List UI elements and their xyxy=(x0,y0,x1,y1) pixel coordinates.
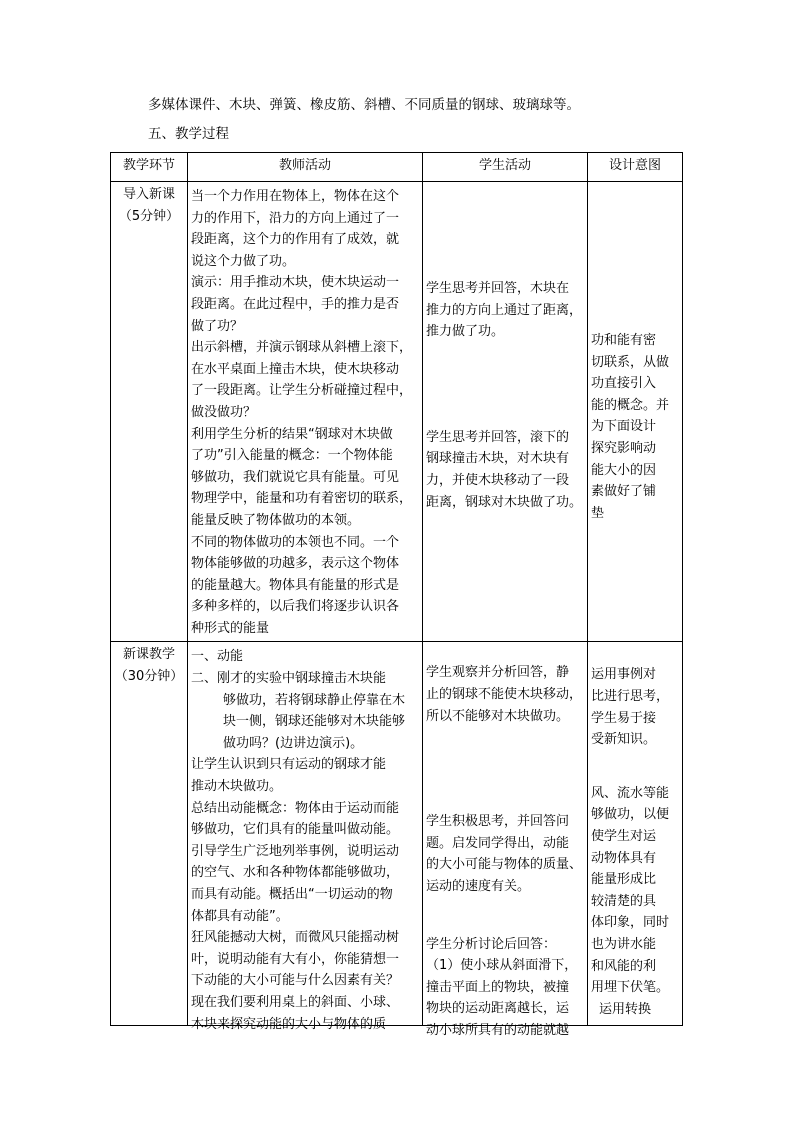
text-line: 做没做功？ xyxy=(191,404,257,420)
teaching-process-table xyxy=(110,152,683,1038)
text-line: 为下面设计 xyxy=(591,419,657,435)
text-line: 的大小可能与物体的质量、 xyxy=(426,857,583,873)
text-line: 距离，钢球对木块做了功。 xyxy=(426,494,583,510)
design-intent-cell xyxy=(588,642,683,1026)
text-line: 够做功，它们具有的能量叫做动能。 xyxy=(191,822,400,838)
text-line: 钢球撞击木块，对木块有 xyxy=(426,451,570,467)
list-item: 一、动能 xyxy=(191,649,244,665)
text-line: 止的钢球不能使木块移动， xyxy=(426,687,583,703)
text-line: 受新知识。 xyxy=(591,732,657,748)
text-line: 推力做了功。 xyxy=(426,324,505,340)
text-line: 物理学中，能量和功有着密切的联系， xyxy=(191,491,413,507)
section-heading: 五、教学过程 xyxy=(148,126,229,142)
text-line: 做了功？ xyxy=(191,318,244,334)
stage-name: 导入新课 xyxy=(122,187,175,202)
design-intent-cell xyxy=(588,182,683,642)
text-line: 力，并使木块移动了一段 xyxy=(426,472,570,488)
text-line: 了一段距离。让学生分析碰撞过程中， xyxy=(191,383,413,399)
header-student-activity: 学生活动 xyxy=(423,153,588,182)
text-line: 功直接引入 xyxy=(591,376,657,392)
text-line: 物块的运动距离越长，运 xyxy=(426,1001,570,1017)
stage-duration: （30分钟） xyxy=(114,669,184,685)
text-line: 够做功，以便 xyxy=(591,807,670,823)
text-line: 切联系，从做 xyxy=(591,354,670,370)
text-line: 体都具有动能”。 xyxy=(191,908,289,924)
text-line: 说这个力做了功。 xyxy=(191,253,296,269)
student-activity-cell xyxy=(423,642,588,1038)
text-line: 素做好了铺 xyxy=(591,484,657,500)
text-line: 当一个力作用在物体上，物体在这个 xyxy=(191,189,400,204)
text-line: 和风能的利 xyxy=(591,958,657,974)
text-line: 能量形成比 xyxy=(591,872,657,888)
text-line: 撞击平面上的物块，被撞 xyxy=(426,979,570,995)
text-line: 段距离。在此过程中，手的推力是否 xyxy=(191,296,400,312)
teacher-activity-cell xyxy=(188,182,423,642)
text-line: 段距离，这个力的作用有了成效，就 xyxy=(191,232,400,248)
stage-cell xyxy=(111,642,188,1026)
materials-line: 多媒体课件、木块、弹簧、橡皮筋、斜槽、不同质量的钢球、玻璃球等。 xyxy=(148,97,580,113)
text-line: 也为讲水能 xyxy=(591,937,657,952)
text-line: 演示：用手推动木块，使木块运动一 xyxy=(191,275,400,291)
text-line: 块一侧，钢球还能够对木块能够 xyxy=(223,714,406,730)
text-line: 下动能的大小可能与什么因素有关？ xyxy=(191,973,400,989)
text-line: 狂风能撼动大树，而微风只能摇动树 xyxy=(191,930,400,946)
table-row xyxy=(111,182,683,642)
text-line: 的空气、水和各种物体都能够做功， xyxy=(191,865,400,881)
text-line: 叶，说明动能有大有小，你能猜想一 xyxy=(191,951,400,967)
table-header-row xyxy=(111,153,683,182)
text-line: （1）使小球从斜面滑下， xyxy=(426,958,578,974)
text-line: 功和能有密 xyxy=(591,333,657,348)
text-line: 做功吗？(边讲边演示)。 xyxy=(223,735,364,751)
text-line: 引导学生广泛地列举事例，说明运动 xyxy=(191,843,400,859)
text-line: 动物体具有 xyxy=(591,850,657,866)
text-line: 使学生对运 xyxy=(591,829,657,845)
text-line: 推动木块做功。 xyxy=(191,779,283,795)
text-line: 力的作用下，沿力的方向上通过了一 xyxy=(191,210,400,226)
text-line: 运动的速度有关。 xyxy=(426,879,531,895)
text-line: 多种多样的，以后我们将逐步认识各 xyxy=(191,599,400,615)
text-line: 而具有动能。概括出“一切运动的物 xyxy=(191,887,393,902)
text-line: 了功”引入能量的概念：一个物体能 xyxy=(191,448,393,464)
text-line: 物体能够做的功越多，表示这个物体 xyxy=(191,556,400,572)
text-line: 用埋下伏笔。 xyxy=(591,980,670,996)
header-design-intent: 设计意图 xyxy=(588,153,683,182)
text-line: 让学生认识到只有运动的钢球才能 xyxy=(191,757,387,773)
stage-duration: （5分钟） xyxy=(118,208,180,224)
text-line: 较清楚的具 xyxy=(591,893,657,909)
text-line: 总结出动能概念：物体由于运动而能 xyxy=(191,800,400,816)
header-stage: 教学环节 xyxy=(111,153,188,182)
text-line: 能大小的因 xyxy=(591,462,657,478)
text-line: 学生易于接 xyxy=(591,710,657,726)
text-line: 能量反映了物体做功的本领。 xyxy=(191,512,361,528)
text-line: 学生积极思考，并回答问 xyxy=(426,814,570,830)
text-line: 学生观察并分析回答，静 xyxy=(426,665,570,681)
table-row xyxy=(111,642,683,1026)
text-line: 在水平桌面上撞击木块，使木块移动 xyxy=(191,361,400,377)
text-line: 运用事例对 xyxy=(591,667,657,683)
text-line: 探究影响动 xyxy=(591,440,657,456)
text-line: 的能量越大。物体具有能量的形式是 xyxy=(191,577,400,593)
text-line: 风、流水等能 xyxy=(591,785,670,801)
text-line: 学生分析讨论后回答： xyxy=(426,936,557,952)
text-line: 学生思考并回答，木块在 xyxy=(426,281,570,296)
text-line: 出示斜槽，并演示钢球从斜槽上滚下， xyxy=(191,340,413,356)
text-line: 所以不能够对木块做功。 xyxy=(426,708,570,724)
text-line: 够做功，我们就说它具有能量。可见 xyxy=(191,469,400,485)
text-line: 体印象，同时 xyxy=(591,915,670,931)
stage-cell xyxy=(111,182,188,642)
header-teacher-activity: 教师活动 xyxy=(188,153,423,182)
text-line: 题。启发同学得出，动能 xyxy=(426,835,570,851)
text-line: 现在我们要利用桌上的斜面、小球、 xyxy=(191,994,400,1010)
text-line: 运用转换 xyxy=(599,1001,652,1017)
text-line: 木块来探究动能的大小与物体的质 xyxy=(191,1016,387,1032)
text-line: 不同的物体做功的本领也不同。一个 xyxy=(191,534,400,550)
stage-name: 新课教学 xyxy=(122,647,175,663)
text-line: 能的概念。并 xyxy=(591,397,670,413)
text-line: 动小球所具有的动能就越 xyxy=(426,1023,570,1038)
text-line: 种形式的能量 xyxy=(191,620,270,636)
text-line: 够做功，若将钢球静止停靠在木 xyxy=(223,692,406,708)
list-item: 二、刚才的实验中钢球撞击木块能 xyxy=(191,671,387,687)
student-activity-cell xyxy=(423,182,588,642)
teacher-activity-cell xyxy=(188,642,423,1032)
text-line: 推力的方向上通过了距离， xyxy=(426,302,583,318)
text-line: 垫 xyxy=(591,505,605,521)
text-line: 学生思考并回答，滚下的 xyxy=(426,429,570,445)
text-line: 比进行思考， xyxy=(591,689,670,705)
text-line: 利用学生分析的结果“钢球对木块做 xyxy=(191,426,393,442)
